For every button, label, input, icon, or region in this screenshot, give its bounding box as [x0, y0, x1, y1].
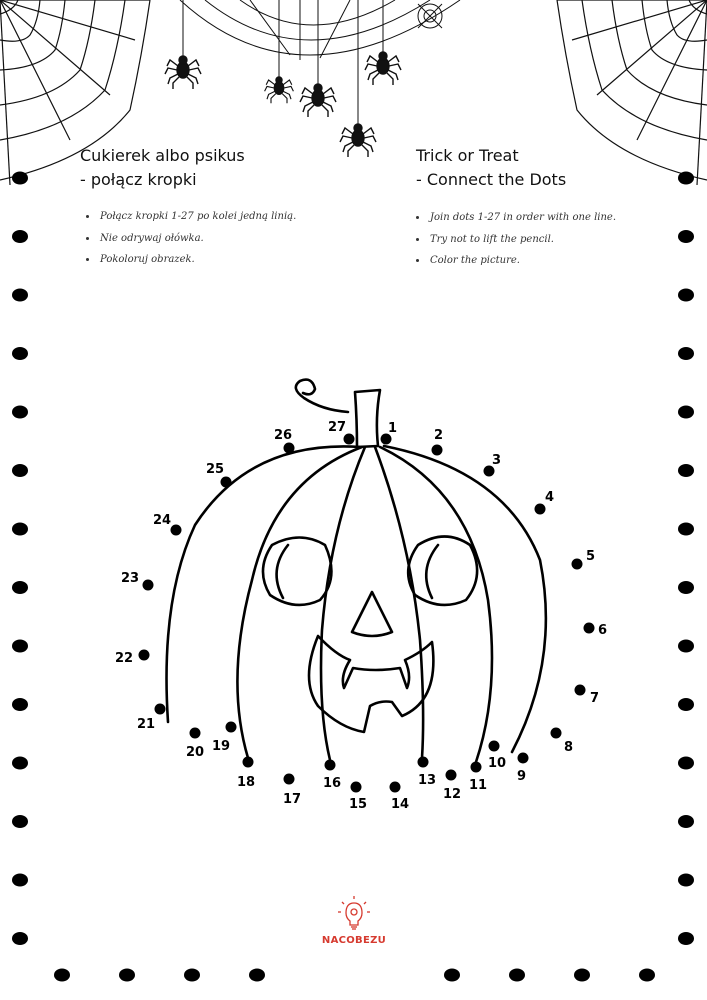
dot-number-label: 19: [212, 739, 231, 754]
connect-dot: [446, 770, 457, 781]
cobweb-top-right-icon: [557, 0, 707, 185]
dot-number-label: 11: [469, 778, 488, 793]
connect-dot: [155, 704, 166, 715]
dot-number-label: 21: [137, 717, 156, 732]
connect-dot: [418, 757, 429, 768]
border-dot: [12, 289, 28, 302]
left-eye: [263, 538, 331, 605]
heading-english-line2: - Connect the Dots: [416, 170, 567, 189]
dot-number-label: 1: [388, 421, 398, 436]
right-eye-inner: [426, 545, 438, 598]
instruction-item: • Pokoloruj obrazek.: [98, 249, 296, 271]
spider-icon: [340, 124, 376, 157]
connect-dot: [432, 445, 443, 456]
border-dot: [184, 969, 200, 982]
left-eye-inner: [277, 545, 288, 598]
heading-polish: [80, 144, 245, 192]
dot-number-label: 22: [115, 651, 134, 666]
dot-number-label: 12: [443, 787, 462, 802]
connect-dot: [489, 741, 500, 752]
border-dot: [509, 969, 525, 982]
instruction-item: • Połącz kropki 1-27 po kolei jedną linią.: [98, 206, 296, 228]
dot-number-label: 20: [186, 745, 205, 760]
border-dot: [678, 406, 694, 419]
instructions-english: [410, 207, 616, 272]
dot-number-label: 26: [274, 428, 293, 443]
connect-dot: [284, 774, 295, 785]
dot-number-label: 18: [237, 775, 256, 790]
instruction-item: • Try not to lift the pencil.: [428, 229, 616, 251]
dotted-border: [12, 172, 694, 982]
border-dot: [678, 230, 694, 243]
border-dot: [119, 969, 135, 982]
stem-curl: [296, 380, 348, 412]
connect-dot: [243, 757, 254, 768]
connect-dot: [221, 477, 232, 488]
pumpkin-stem: [355, 390, 380, 447]
connect-dot: [226, 722, 237, 733]
dot-number-label: 13: [418, 773, 437, 788]
border-dot: [12, 464, 28, 477]
border-dot: [678, 464, 694, 477]
border-dot: [678, 347, 694, 360]
dot-number-label: 4: [545, 490, 555, 505]
pumpkin-outline: [167, 380, 546, 762]
connect-dot: [344, 434, 355, 445]
border-dot: [678, 172, 694, 185]
border-dot: [574, 969, 590, 982]
dot-number-label: 24: [153, 513, 172, 528]
dot-number-label: 14: [391, 797, 410, 812]
heading-english: [416, 144, 566, 192]
border-dot: [12, 757, 28, 770]
border-dot: [12, 172, 28, 185]
border-dot: [639, 969, 655, 982]
brand-name: NACOBEZU: [321, 935, 387, 946]
border-dot: [678, 815, 694, 828]
dot-number-label: 27: [328, 420, 347, 435]
border-dot: [12, 932, 28, 945]
instruction-item: • Color the picture.: [428, 250, 616, 272]
dot-number-label: 10: [488, 756, 507, 771]
dot-number-label: 15: [349, 797, 368, 812]
dot-number-label: 8: [564, 740, 574, 755]
brand-logo-icon: [338, 896, 370, 929]
dot-number-label: 16: [323, 776, 342, 791]
connect-dot: [535, 504, 546, 515]
spider-icon: [365, 52, 401, 85]
connect-dot: [351, 782, 362, 793]
right-eye: [408, 537, 477, 605]
heading-polish-line1: Cukierek albo psikus: [80, 146, 245, 165]
dot-number-label: 2: [434, 428, 444, 443]
connect-dot: [171, 525, 182, 536]
connect-dot: [139, 650, 150, 661]
dot-number-label: 3: [492, 453, 502, 468]
dot-number-label: 6: [598, 623, 608, 638]
connect-dot: [284, 443, 295, 454]
connect-dot: [551, 728, 562, 739]
connect-dot: [518, 753, 529, 764]
instruction-item: • Nie odrywaj ołówka.: [98, 228, 296, 250]
dot-number-label: 23: [121, 571, 140, 586]
border-dot: [12, 347, 28, 360]
connect-dot: [575, 685, 586, 696]
border-dot: [12, 581, 28, 594]
dot-number-label: 5: [586, 549, 596, 564]
border-dot: [12, 815, 28, 828]
border-dot: [12, 640, 28, 653]
border-dot: [12, 230, 28, 243]
spider-icon: [265, 77, 294, 103]
border-dot: [678, 523, 694, 536]
pumpkin-rib: [167, 446, 360, 722]
cobweb-top-center-icon: [180, 0, 460, 60]
dot-number-label: 17: [283, 792, 302, 807]
border-dot: [12, 523, 28, 536]
heading-polish-line2: - połącz kropki: [80, 170, 197, 189]
dot-number-label: 9: [517, 769, 527, 784]
dot-number-label: 25: [206, 462, 225, 477]
border-dot: [12, 698, 28, 711]
dot-number-label: 7: [590, 691, 600, 706]
nose: [352, 592, 392, 636]
border-dot: [54, 969, 70, 982]
connect-dot: [190, 728, 201, 739]
border-dot: [12, 874, 28, 887]
spider-icon: [300, 84, 336, 117]
border-dot: [678, 698, 694, 711]
border-dot: [678, 640, 694, 653]
spider-icon: [165, 56, 201, 89]
connect-dot: [325, 760, 336, 771]
connect-dot: [143, 580, 154, 591]
connect-dot: [390, 782, 401, 793]
border-dot: [12, 406, 28, 419]
border-dot: [444, 969, 460, 982]
mouth: [309, 636, 433, 732]
border-dot: [678, 757, 694, 770]
heading-english-line1: Trick or Treat: [416, 146, 519, 165]
connect-dot: [572, 559, 583, 570]
border-dot: [678, 874, 694, 887]
connect-dot: [584, 623, 595, 634]
pumpkin-rib: [237, 447, 362, 758]
border-dot: [678, 289, 694, 302]
instruction-item: • Join dots 1-27 in order with one line.: [428, 207, 616, 229]
connect-dot: [471, 762, 482, 773]
border-dot: [678, 581, 694, 594]
border-dot: [249, 969, 265, 982]
border-dot: [678, 932, 694, 945]
instructions-polish: [80, 206, 296, 271]
pumpkin-rib: [384, 446, 546, 752]
